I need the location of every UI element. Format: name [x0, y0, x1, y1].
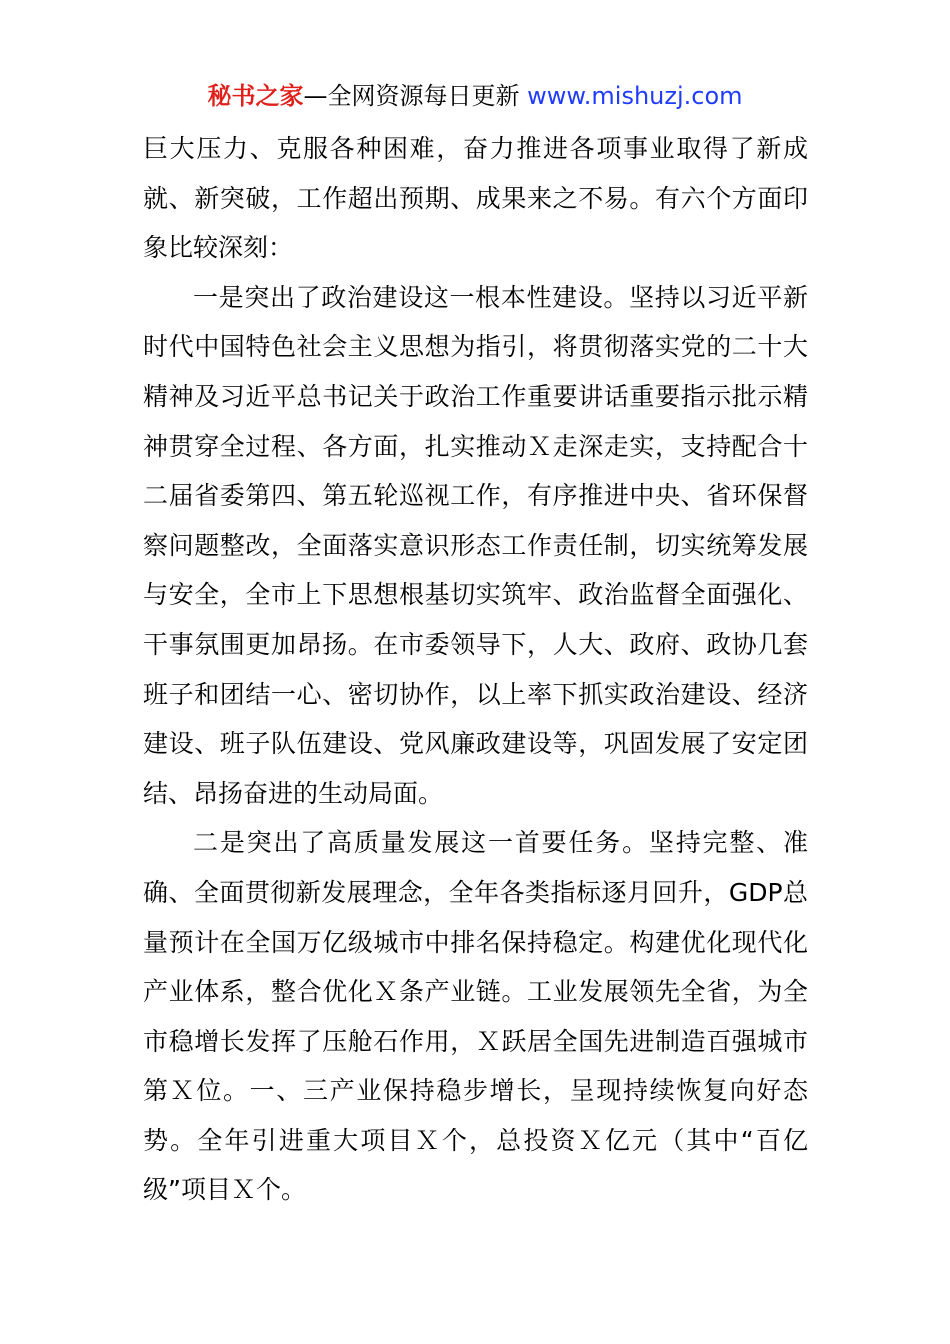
document-body — [143, 124, 808, 1215]
website-url: www.mishuzj.com — [527, 82, 743, 110]
paragraph-political-construction: 一是突出了政治建设这一根本性建设。坚持以习近平新时代中国特色社会主义思想为指引，将贯彻落实党的二十大精神及习近平总书记关于政治工作重要讲话重要指示批示精神贯穿全过程、各方面，扎实推动Ｘ走深走实，支持配合十二届省委第四、第五轮巡视工作，有序推进中央、省环保督察问题整改，全面落实意识形态工作责任制，切实统筹发展与安全，全市上下思想根基切实筑牢、政治监督全面强化、干事氛围更加昂扬。在市委领导下，人大、政府、政协几套班子和团结一心、密切协作，以上率下抓实政治建设、经济建设、班子队伍建设、党风廉政建设等，巩固发展了安定团结、昂扬奋进的生动局面。 — [143, 282, 808, 808]
brand-name: 秘书之家 — [207, 82, 304, 110]
paragraph-high-quality-development: 二是突出了高质量发展这一首要任务。坚持完整、准确、全面贯彻新发展理念，全年各类指标逐月回升，GDP总量预计在全国万亿级城市中排名保持稳定。构建优化现代化产业体系，整合优化Ｘ条产业链。工业发展领先全省，为全市稳增长发挥了压舱石作用，Ｘ跃居全国先进制造百强城市第Ｘ位。一、三产业保持稳步增长，呈现持续恢复向好态势。全年引进重大项目Ｘ个，总投资Ｘ亿元（其中“百亿级”项目Ｘ个。 — [143, 828, 808, 1205]
header-tagline: —全网资源每日更新 — [303, 82, 520, 110]
paragraph-continuation: 巨大压力、克服各种困难，奋力推进各项事业取得了新成就、新突破，工作超出预期、成果来之不易。有六个方面印象比较深刻： — [143, 134, 808, 263]
page-header — [0, 80, 950, 112]
